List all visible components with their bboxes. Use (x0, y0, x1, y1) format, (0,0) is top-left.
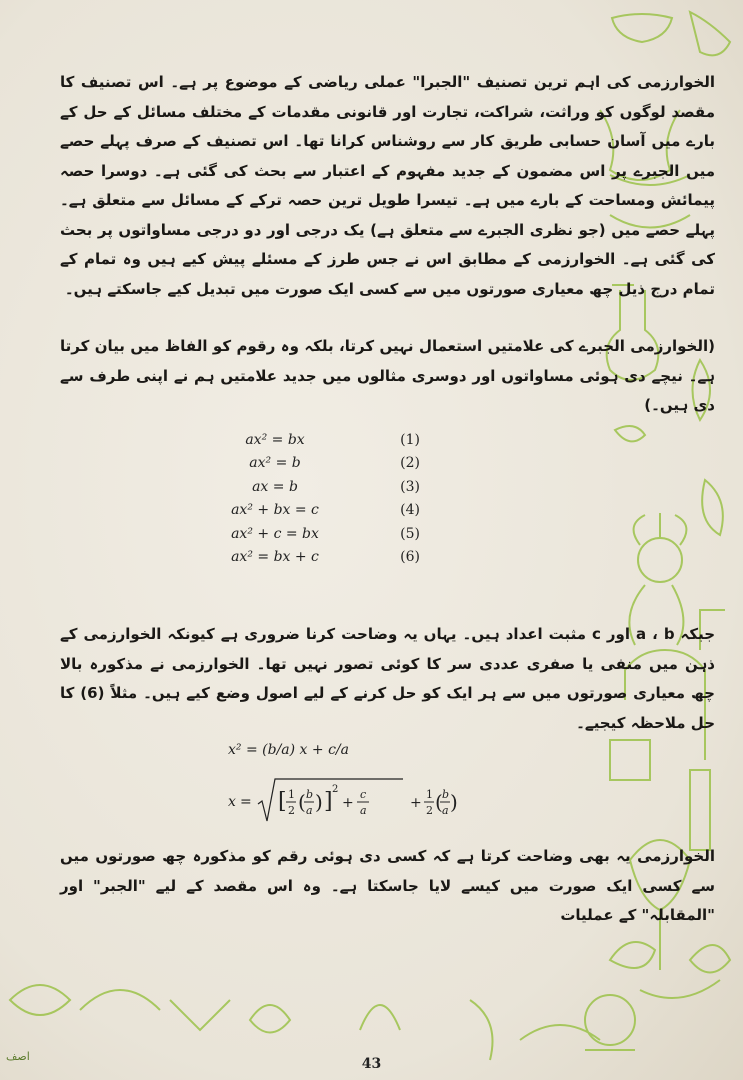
equation-expression: ax² = bx + c (231, 549, 319, 566)
equation-expression: ax² + bx = c (231, 502, 319, 519)
paragraph-notation-note (60, 332, 715, 421)
equation-expression: ax = b (252, 478, 298, 495)
equation-number: (4) (400, 502, 420, 519)
equation-number: (6) (400, 549, 420, 566)
corner-signature: اصف (6, 1050, 30, 1063)
svg-text:(: ( (435, 790, 443, 814)
equation-row (200, 546, 450, 570)
svg-text:(: ( (298, 790, 306, 814)
svg-text:1: 1 (288, 788, 295, 801)
svg-text:a: a (360, 804, 367, 817)
svg-text:+: + (410, 795, 422, 811)
paragraph-text: الخوارزمی کی اہم ترین تصنیف "الجبرا" عملی ریاضی کے موضوع پر ہے۔ اس تصنیف کا مقصد لوگوں کو وراثت، شراکت، تجارت اور قانونی مقدمات کے مختلف مسائل کے حل کے بارے میں آسان حسابی طریق کار سے روشناس کرانا تھا۔ اس تصنیف کے صرف پہلے حصے میں الجبرے پر اس مضمون کے جدید مفہوم کے اعتبار سے بحث کی گئی ہے۔ دوسرا حصہ پیمائش ومساحت کے بارے میں ہے۔ تیسرا طویل ترین حصہ ترکے کے مسائل سے متعلق ہے۔ پہلے حصے میں (جو نظری الجبرے سے متعلق ہے) یک درجی اور دو درجی مساواتوں پر بحث کی گئی ہے۔ الخوارزمی کے مطابق اس نے جس طرز کے مسئلے پیش کیے ہیں وہ تمام کے تمام درج ذیل چھ معیاری صورتوں میں سے کسی ایک صورت میں تبدیل کیے جاسکتے ہیں۔ (60, 73, 715, 298)
equation-row (200, 475, 450, 499)
equation-number: (1) (400, 431, 420, 448)
paragraph-text: (الخوارزمی الجبرے کی علامتیں استعمال نہیں کرتا، بلکہ وہ رقوم کو الفاظ میں بیان کرتا ہے۔ نیچے دی ہوئی مساواتوں اور دوسری مثالوں میں جدید علامتیں ہم نے اپنی طرف سے دی ہیں۔) (60, 337, 715, 414)
svg-text:2: 2 (426, 804, 433, 817)
svg-text:x: x (228, 794, 236, 810)
equation-row (200, 522, 450, 546)
svg-text:[: [ (278, 789, 287, 814)
svg-text:2: 2 (288, 804, 295, 817)
svg-text:]: ] (324, 789, 333, 814)
equation-row (200, 452, 450, 476)
paragraph-conversion (60, 842, 715, 931)
svg-text:): ) (450, 790, 458, 814)
formula-quadratic-solution (228, 778, 458, 830)
equation-expression: ax² = bx (245, 431, 305, 448)
paragraph-text: جبکہ a ، b اور c مثبت اعداد ہیں۔ یہاں یہ وضاحت کرنا ضروری ہے کیونکہ الخوارزمی کے ذہن میں منفی یا صفری عددی سر کا کوئی تصور نہیں تھا۔ الخوارزمی نے مذکورہ بالا چھ معیاری صورتوں میں سے ہر ایک کو حل کرنے کے لیے اصول وضع کیے ہیں۔ مثلاً (6) کا حل ملاحظہ کیجیے۔ (60, 625, 715, 732)
paragraph-intro (60, 68, 715, 304)
svg-text:b: b (442, 788, 450, 801)
standard-equations-list (200, 428, 450, 569)
equation-number: (5) (400, 525, 420, 542)
svg-text:a: a (306, 804, 313, 817)
svg-text:=: = (240, 794, 252, 810)
equation-number: (3) (400, 478, 420, 495)
svg-text:c: c (360, 788, 367, 801)
svg-text:): ) (315, 790, 323, 814)
svg-text:2: 2 (332, 784, 339, 795)
svg-text:b: b (306, 788, 314, 801)
paragraph-coefficients (60, 620, 715, 738)
svg-text:1: 1 (426, 788, 433, 801)
equation-number: (2) (400, 455, 420, 472)
formula-rearranged-equation: x² = (b/a) x + c/a (228, 742, 349, 758)
page-number: 43 (361, 1056, 382, 1072)
svg-text:+: + (342, 795, 354, 811)
equation-expression: ax² = b (249, 455, 301, 472)
svg-text:a: a (442, 804, 449, 817)
paragraph-text: الخوارزمی یہ بھی وضاحت کرتا ہے کہ کسی دی ہوئی رقم کو مذکورہ چھ صورتوں میں سے کسی ایک صورت میں کیسے لایا جاسکتا ہے۔ وہ اس مقصد کے لیے "الجبر" اور "المقابلہ" کے عملیات (60, 847, 715, 924)
equation-row (200, 428, 450, 452)
equation-row (200, 499, 450, 523)
equation-expression: ax² + c = bx (231, 525, 319, 542)
